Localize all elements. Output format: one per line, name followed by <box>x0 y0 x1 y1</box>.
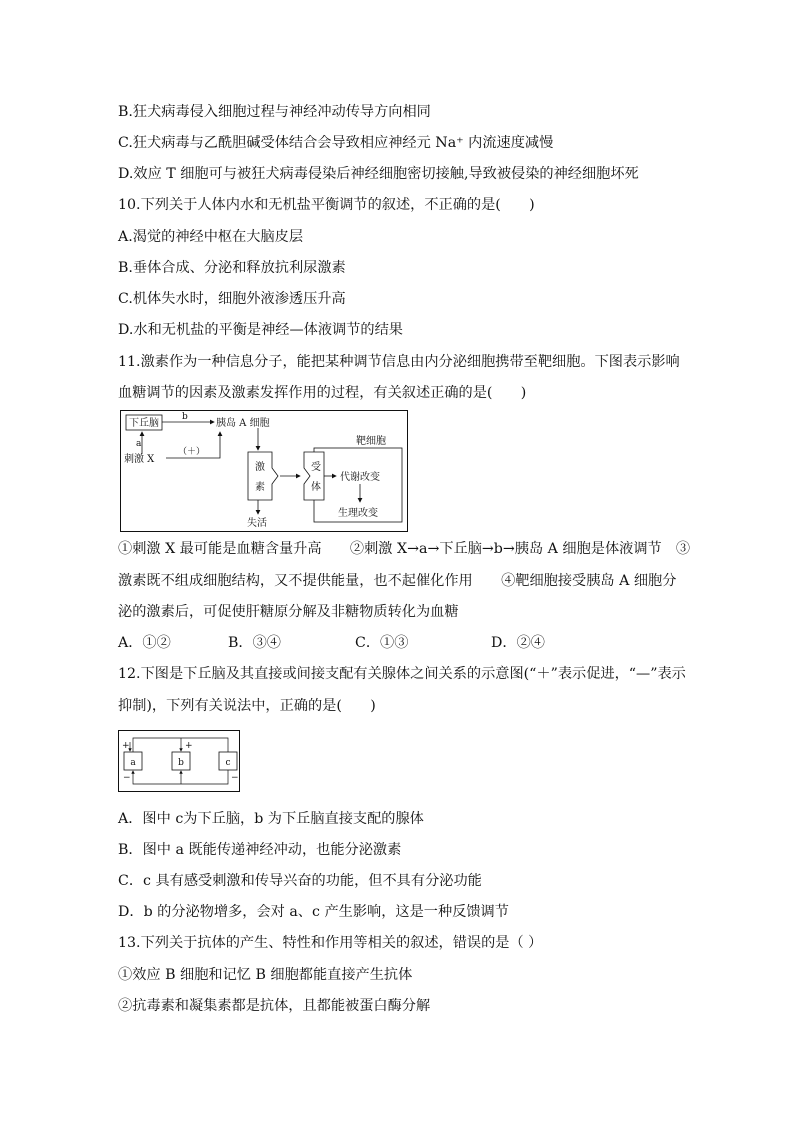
box-b-label: b <box>178 758 184 768</box>
hormone-char-1: 激 <box>255 462 265 473</box>
minus-left: − <box>123 773 131 783</box>
q12-option-d: D．b 的分泌物增多，会对 a、c 产生影响，这是一种反馈调节 <box>118 904 509 920</box>
receptor-char-1: 受 <box>311 462 321 473</box>
q10-option-b: B.垂体合成、分泌和释放抗利尿激素 <box>118 260 346 276</box>
q10-option-d: D.水和无机盐的平衡是神经—体液调节的结果 <box>118 322 403 338</box>
q12-gland-diagram <box>118 730 240 792</box>
target-cell-label: 靶细胞 <box>356 436 386 447</box>
box-c-label: c <box>225 758 231 768</box>
receptor-char-2: 体 <box>311 482 321 493</box>
stimulus-x-label: 刺激 X <box>124 454 155 465</box>
q12-option-b: B．图中 a 既能传递神经冲动，也能分泌激素 <box>118 842 402 858</box>
q13-statement-2: ②抗毒素和凝集素都是抗体，且都能被蛋白酶分解 <box>118 998 431 1014</box>
plus-left: + <box>122 741 130 751</box>
box-a-label: a <box>130 758 136 768</box>
q10-stem: 10.下列关于人体内水和无机盐平衡调节的叙述，不正确的是( ) <box>118 197 535 213</box>
q11-choice-a: A．①② <box>118 635 171 651</box>
q12-stem-line2: 抑制)，下列有关说法中，正确的是( ) <box>118 698 376 714</box>
q9-option-d: D.效应 T 细胞可与被狂犬病毒侵染后神经细胞密切接触,导致被侵染的神经细胞坏死 <box>118 166 639 182</box>
q9-option-c: C.狂犬病毒与乙酰胆碱受体结合会导致相应神经元 Na⁺ 内流速度减慢 <box>118 135 554 151</box>
q11-choice-b: B．③④ <box>228 635 281 651</box>
hypothalamus-label: 下丘脑 <box>129 418 159 429</box>
q11-statement-line1: ①刺激 X 最可能是血糖含量升高 ②刺激 X→a→下丘脑→b→胰岛 A 细胞是体液调节 ③ <box>118 541 691 557</box>
q12-stem-line1: 12.下图是下丘脑及其直接或间接支配有关腺体之间关系的示意图(“＋”表示促进，“—”表示 <box>118 666 686 682</box>
arrow-b-label: b <box>182 412 188 422</box>
islet-a-cell-label: 胰岛 A 细胞 <box>216 418 270 429</box>
q11-statement-line3: 泌的激素后，可促使肝糖原分解及非糖物质转化为血糖 <box>118 604 459 620</box>
q11-stem-line1: 11.激素作为一种信息分子，能把某种调节信息由内分泌细胞携带至靶细胞。下图表示影响 <box>118 354 680 370</box>
q11-hormone-diagram <box>120 410 408 532</box>
physiological-change-label: 生理改变 <box>338 508 378 519</box>
arrow-a-label: a <box>136 439 142 449</box>
q11-statement-line2: 激素既不组成细胞结构，又不提供能量，也不起催化作用 ④靶细胞接受胰岛 A 细胞分 <box>118 573 677 589</box>
q13-stem: 13.下列关于抗体的产生、特性和作用等相关的叙述，错误的是（ ） <box>118 935 543 951</box>
q13-statement-1: ①效应 B 细胞和记忆 B 细胞都能直接产生抗体 <box>118 967 413 983</box>
q12-option-a: A．图中 c为下丘脑，b 为下丘脑直接支配的腺体 <box>118 811 424 827</box>
q11-choice-c: C．①③ <box>355 635 409 651</box>
metabolic-change-label: 代谢改变 <box>340 472 380 483</box>
q11-choice-d: D．②④ <box>491 635 545 651</box>
q9-option-b: B.狂犬病毒侵入细胞过程与神经冲动传导方向相同 <box>118 104 431 120</box>
q10-option-a: A.渴觉的神经中枢在大脑皮层 <box>118 229 304 245</box>
q11-stem-line2: 血糖调节的因素及激素发挥作用的过程，有关叙述正确的是( ) <box>118 385 527 401</box>
promote-label: （＋） <box>178 447 206 457</box>
q12-option-c: C．c 具有感受刺激和传导兴奋的功能，但不具有分泌功能 <box>118 873 482 889</box>
inactivated-label: 失活 <box>247 518 267 529</box>
minus-right: − <box>231 773 239 783</box>
plus-middle: + <box>185 741 193 751</box>
hormone-char-2: 素 <box>255 482 265 493</box>
q10-option-c: C.机体失水时，细胞外液渗透压升高 <box>118 291 346 307</box>
